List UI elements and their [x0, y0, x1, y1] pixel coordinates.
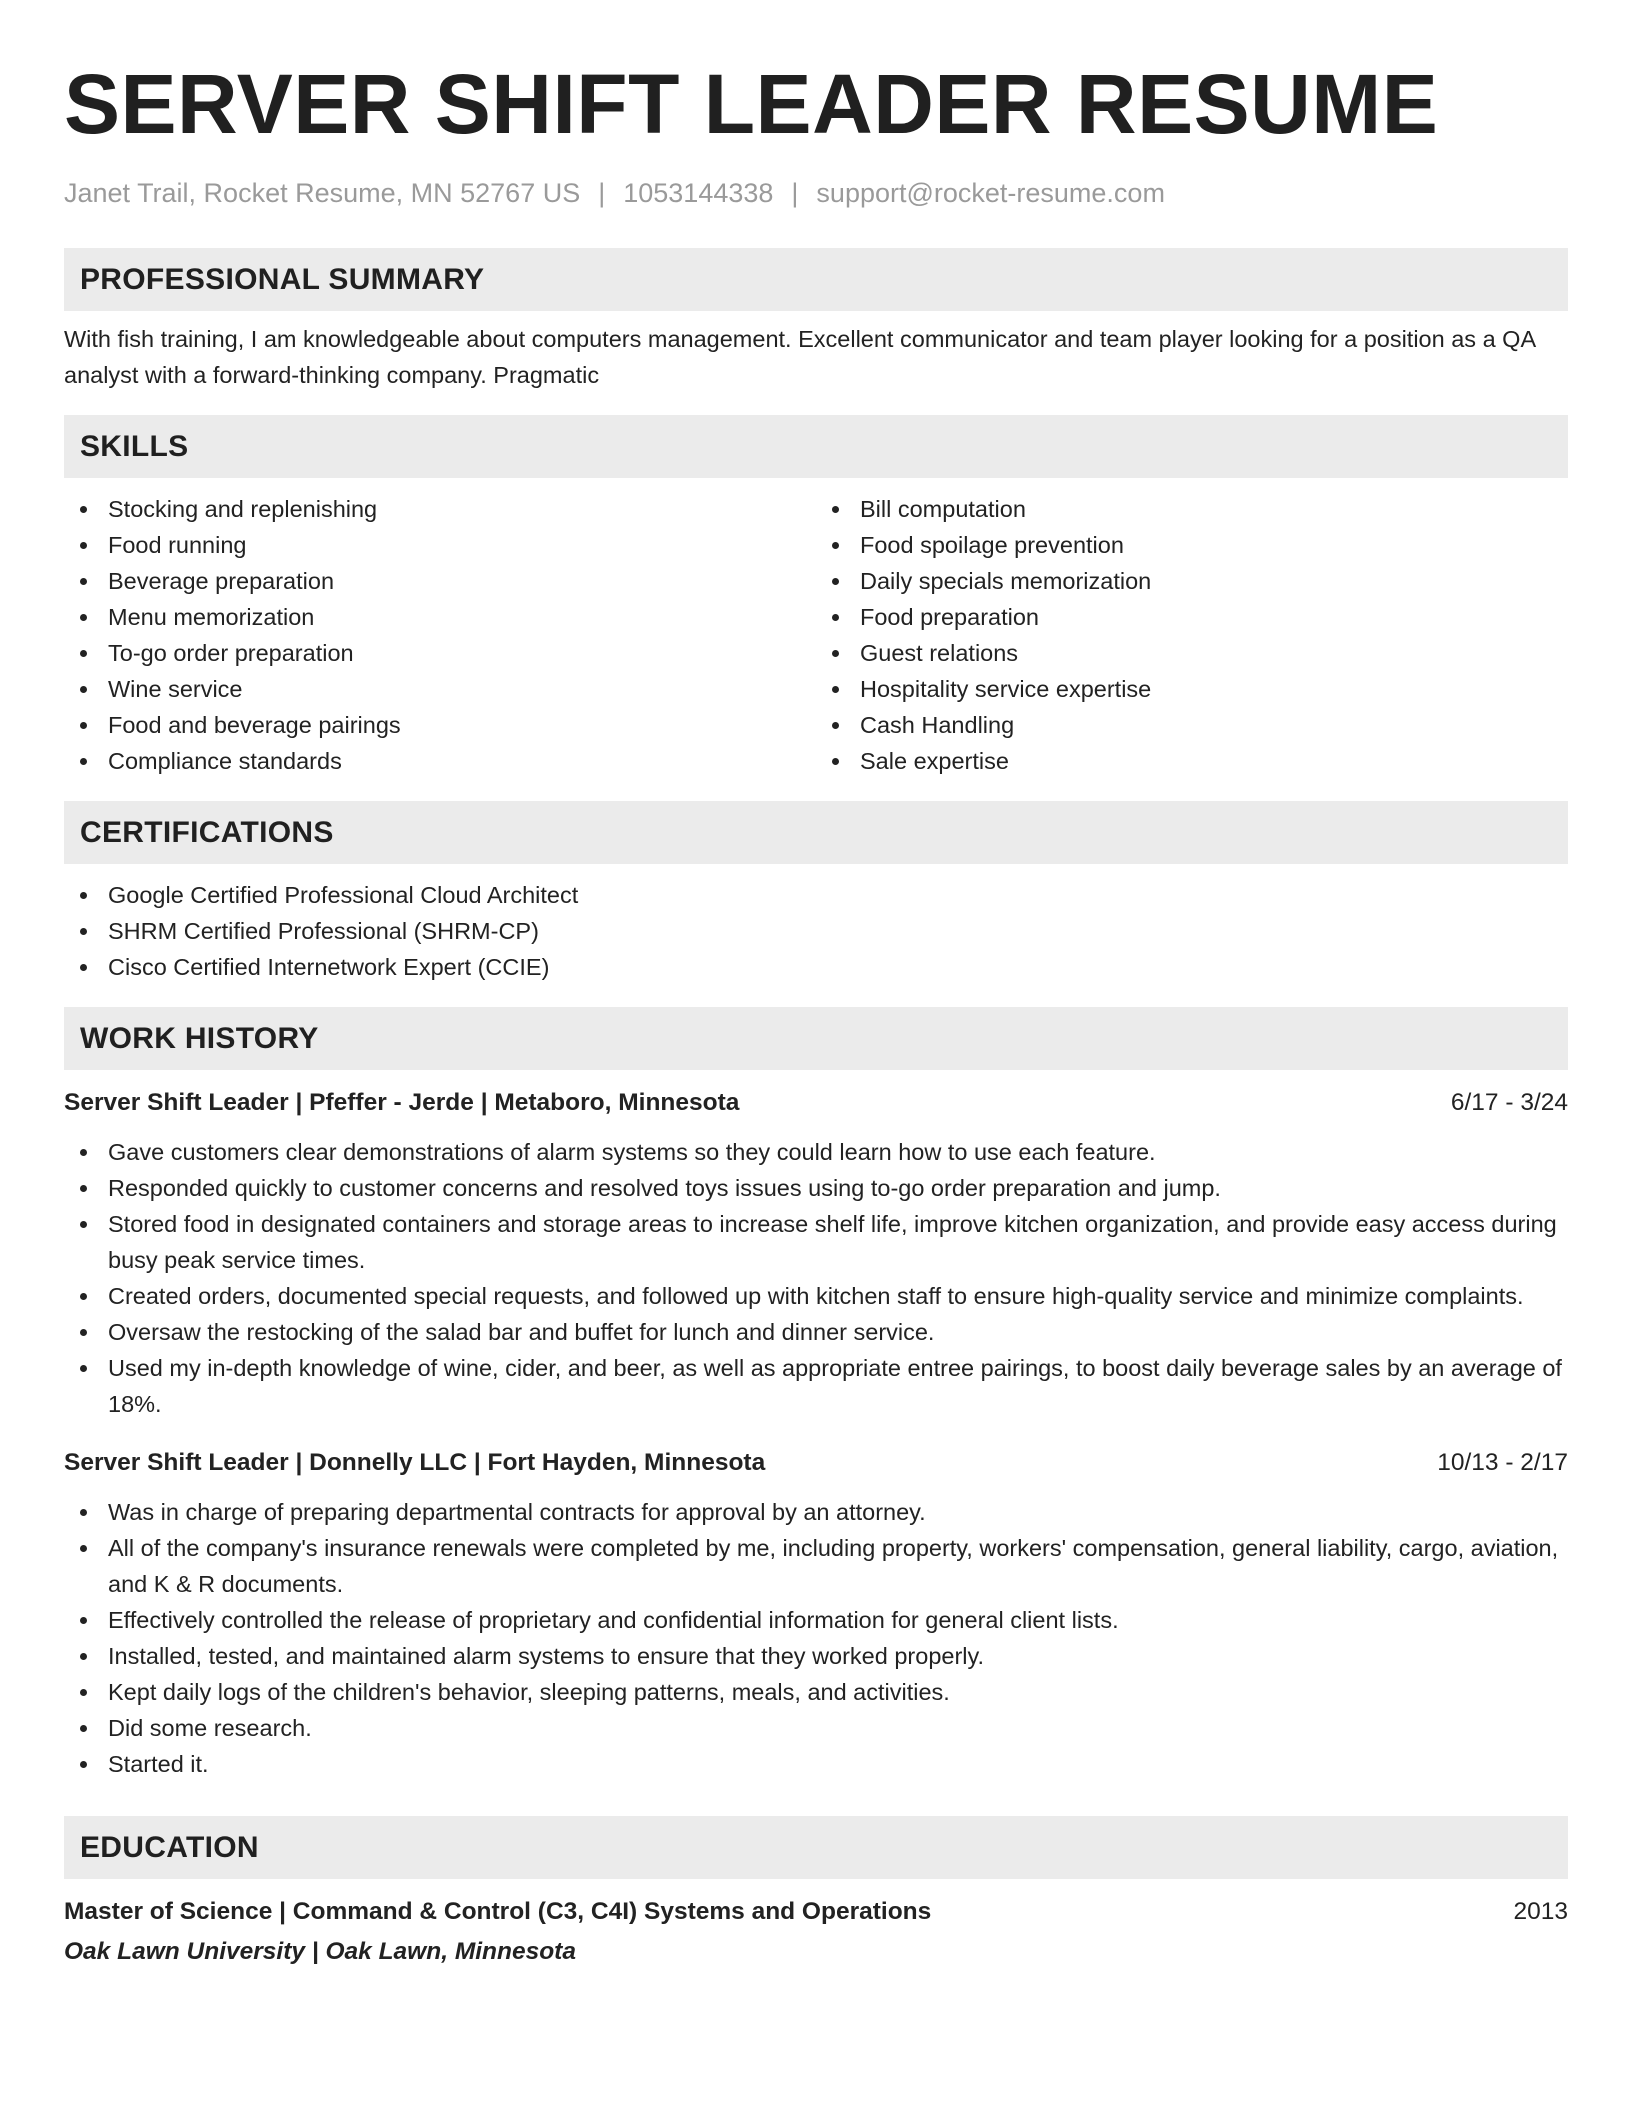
section-header-certifications: CERTIFICATIONS	[64, 801, 1568, 864]
job-dates: 10/13 - 2/17	[1437, 1449, 1568, 1476]
job-header	[64, 1446, 1568, 1480]
job-bullet: Effectively controlled the release of proprietary and confidential information for general client lists.	[64, 1602, 1568, 1638]
skill-item: Daily specials memorization	[816, 563, 1568, 599]
job-dates: 6/17 - 3/24	[1450, 1089, 1568, 1116]
job-bullet: Oversaw the restocking of the salad bar and buffet for lunch and dinner service.	[64, 1314, 1568, 1350]
job-bullet: Installed, tested, and maintained alarm systems to ensure that they worked properly.	[64, 1638, 1568, 1674]
section-header-skills: SKILLS	[64, 415, 1568, 478]
section-header-work-history: WORK HISTORY	[64, 1007, 1568, 1070]
skill-item: To-go order preparation	[64, 635, 816, 671]
skills-list-left	[64, 491, 816, 779]
job-bullet: Responded quickly to customer concerns and resolved toys issues using to-go order preparation and jump.	[64, 1170, 1568, 1206]
skill-item: Food preparation	[816, 599, 1568, 635]
skill-item: Menu memorization	[64, 599, 816, 635]
job-bullet: Gave customers clear demonstrations of alarm systems so they could learn how to use each feature.	[64, 1134, 1568, 1170]
job-bullet: Used my in-depth knowledge of wine, cider, and beer, as well as appropriate entree pairings, to boost daily beverage sales by an average of 18%.	[64, 1350, 1568, 1422]
certification-item: Cisco Certified Internetwork Expert (CCIE)	[64, 949, 1568, 985]
skills-grid	[64, 491, 1568, 779]
job-title: Server Shift Leader | Donnelly LLC | Fort Hayden, Minnesota	[64, 1449, 766, 1476]
skill-item: Sale expertise	[816, 743, 1568, 779]
skill-item: Food and beverage pairings	[64, 707, 816, 743]
skill-item: Guest relations	[816, 635, 1568, 671]
resume-title: SERVER SHIFT LEADER RESUME	[64, 57, 1439, 151]
skill-item: Wine service	[64, 671, 816, 707]
job-bullet: Kept daily logs of the children's behavior, sleeping patterns, meals, and activities.	[64, 1674, 1568, 1710]
skill-item: Stocking and replenishing	[64, 491, 816, 527]
contact-email: support@rocket-resume.com	[816, 178, 1165, 208]
contact-line	[64, 176, 1568, 210]
skills-list-right	[816, 491, 1568, 779]
certification-item: SHRM Certified Professional (SHRM-CP)	[64, 913, 1568, 949]
section-header-education: EDUCATION	[64, 1816, 1568, 1879]
skill-item: Compliance standards	[64, 743, 816, 779]
certifications-list	[64, 877, 1568, 985]
job-bullet: Did some research.	[64, 1710, 1568, 1746]
job-bullets	[64, 1134, 1568, 1422]
skill-item: Beverage preparation	[64, 563, 816, 599]
job-bullet: Created orders, documented special requests, and followed up with kitchen staff to ensure high-quality service and minimize complaints.	[64, 1278, 1568, 1314]
education-header	[64, 1895, 1568, 1929]
job-header	[64, 1086, 1568, 1120]
contact-address: Janet Trail, Rocket Resume, MN 52767 US	[64, 178, 581, 208]
skill-item: Bill computation	[816, 491, 1568, 527]
certification-item: Google Certified Professional Cloud Architect	[64, 877, 1568, 913]
job-bullet: Was in charge of preparing departmental contracts for approval by an attorney.	[64, 1494, 1568, 1530]
education-school: Oak Lawn University | Oak Lawn, Minnesota	[64, 1938, 576, 1965]
education-year: 2013	[1513, 1898, 1568, 1925]
skill-item: Food running	[64, 527, 816, 563]
job-bullets	[64, 1494, 1568, 1782]
skill-item: Food spoilage prevention	[816, 527, 1568, 563]
job-bullet: Started it.	[64, 1746, 1568, 1782]
education-degree: Master of Science | Command & Control (C3, C4I) Systems and Operations	[64, 1898, 932, 1925]
job-bullet: Stored food in designated containers and storage areas to increase shelf life, improve kitchen organization, and provide easy access during busy peak service times.	[64, 1206, 1568, 1278]
job-title: Server Shift Leader | Pfeffer - Jerde | Metaboro, Minnesota	[64, 1089, 740, 1116]
summary-text: With fish training, I am knowledgeable about computers management. Excellent communicator and team player looking for a position as a QA analyst with a forward-thinking company. Pragmatic	[64, 326, 1535, 388]
skill-item: Cash Handling	[816, 707, 1568, 743]
contact-separator: |	[791, 178, 799, 208]
job-bullet: All of the company's insurance renewals were completed by me, including property, workers' compensation, general liability, cargo, aviation, and K & R documents.	[64, 1530, 1568, 1602]
contact-separator: |	[598, 178, 606, 208]
skill-item: Hospitality service expertise	[816, 671, 1568, 707]
contact-phone: 1053144338	[623, 178, 774, 208]
section-header-summary: PROFESSIONAL SUMMARY	[64, 248, 1568, 311]
